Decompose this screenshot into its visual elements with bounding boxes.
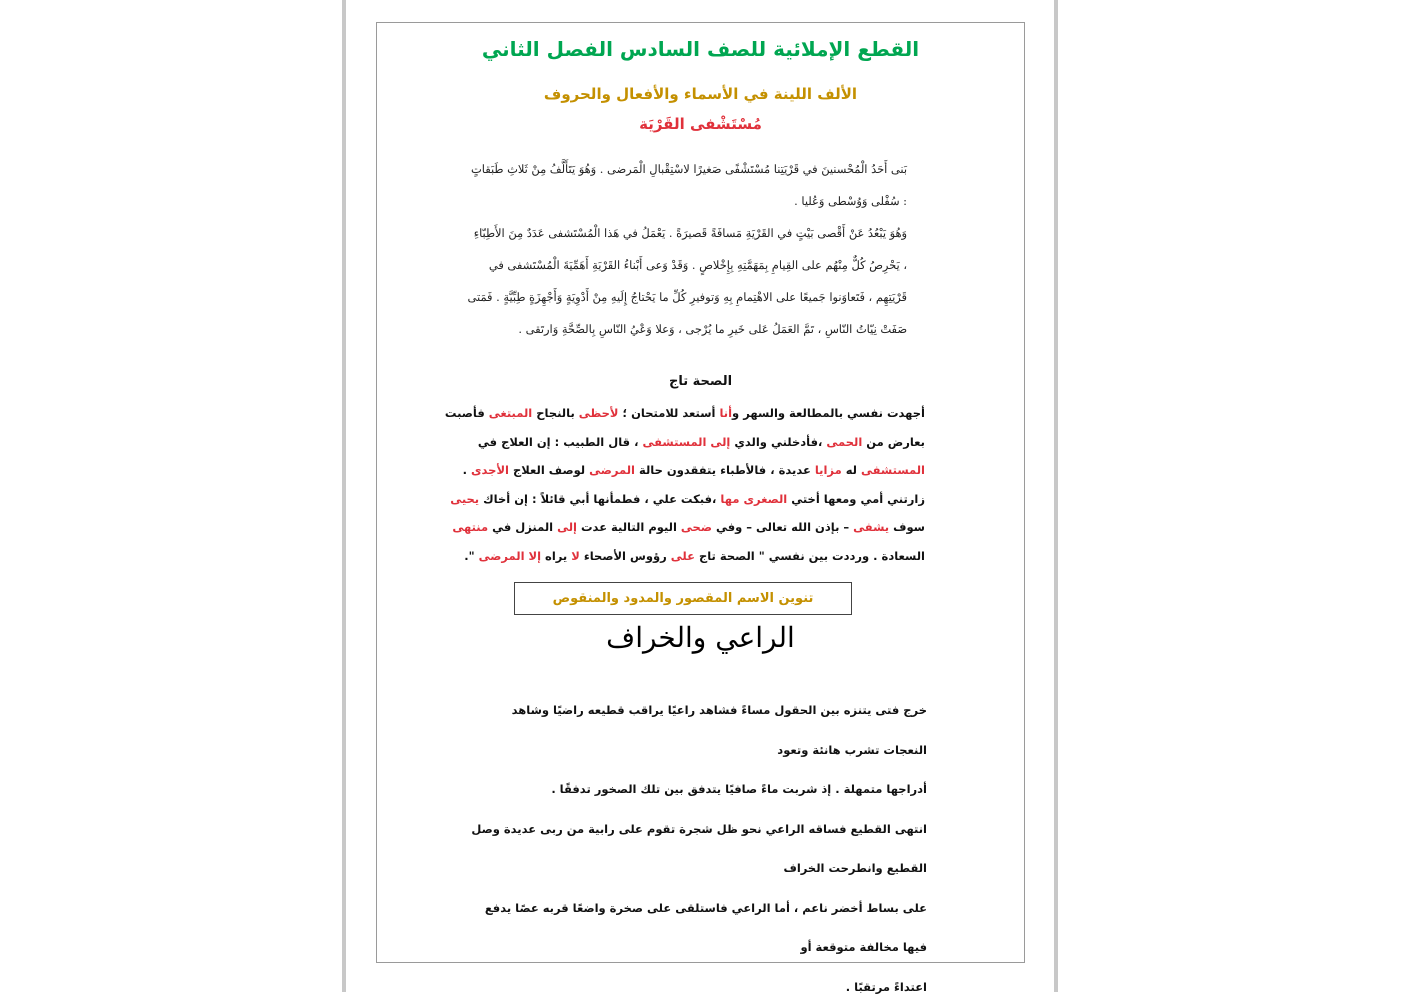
highlight-word: إلا المرضى xyxy=(479,549,541,563)
highlight-word: المرضى xyxy=(589,463,635,477)
section3-title: الراعي والخراف xyxy=(377,621,1024,654)
highlight-word: إلى xyxy=(557,520,577,534)
text-run: ،فأدخلني والدي xyxy=(730,435,826,449)
section2-title: الصحة تاج xyxy=(377,374,1024,389)
story-line: وَهُوَ يَبْعُدُ عَنْ أَقْصى بَيْتٍ في القَرْيَةِ مَسافَةً قَصيرَةً . يَعْمَلُ في هَذا الْمُسْتَشفى عَدَدٌ مِنَ الأَطِبّاءِ xyxy=(449,217,907,249)
text-run: بالنجاح xyxy=(532,406,579,420)
viewer-right-border xyxy=(1054,0,1058,992)
highlight-word: الصغرى مها xyxy=(720,492,787,506)
highlight-word: يحيى xyxy=(450,492,479,506)
text-run: رؤوس الأصحاء xyxy=(580,549,671,563)
highlight-word: المبتغى xyxy=(489,406,532,420)
section3-paragraph xyxy=(467,691,927,1007)
highlight-word: المستشفى xyxy=(861,463,925,477)
highlight-word: مزايا xyxy=(815,463,842,477)
story-line: قَرْيَتِهِم ، فَتَعاوَنوا جَميعًا على الاهْتِمامِ بِهِ وَتوفيرِ كُلِّ ما يَحْتاجُ إِلَيهِ مِنْ أَدْوِيَةٍ وَأَجْهِزَةٍ طِبِّيَّةٍ . فَمَتى xyxy=(449,281,907,313)
text-run: السعادة . ورددت بين نفسي " الصحة تاج xyxy=(695,549,925,563)
section3-line: خرج فتى يتنزه بين الحقول مساءً فشاهد راعيًا يراقب قطيعه راضيًا وشاهد النعجات تشرب هانئة وتعود xyxy=(467,691,927,770)
highlight-word: منتهى xyxy=(452,520,488,534)
story-line: صَفَتْ نِيّاتُ النّاسِ ، تَمَّ العَمَلُ عَلى خَيرِ ما يُرْجى ، وَعلا وَعْيُ النّاسِ بِالصِّحَّةِ وَارتَقى . xyxy=(449,313,907,345)
section2-paragraph xyxy=(441,399,925,570)
story-line: ، يَحْرِصُ كُلٌّ مِنْهُم على القِيامِ بِمَهَمَّتِهِ بِإِخْلاصٍ . وَقَدْ وَعى أَبْناءُ القَرْيَةِ أَهَمِّيَةَ الْمُسْتَشفى في xyxy=(449,249,907,281)
highlight-word: أنا xyxy=(719,406,732,420)
story-paragraph xyxy=(449,153,907,345)
story-title: مُسْتَشْفى القَرْيَة xyxy=(377,115,1024,133)
section3-line: أدراجها متمهلة . إذ شربت ماءً صافيًا يتدفق بين تلك الصخور تدفقًا . xyxy=(467,770,927,810)
text-run: أجهدت نفسي بالمطالعة والسهر و xyxy=(732,406,925,420)
story-line: : سُفْلى وَوُسْطى وَعُليا . xyxy=(449,185,907,217)
highlight-word: يشفى xyxy=(853,520,889,534)
text-run: – بإذن الله تعالى – وفي xyxy=(712,520,853,534)
main-title: القطع الإملائية للصف السادس الفصل الثاني xyxy=(377,37,1024,61)
section3-line: اعتداءً مرتقبًا . xyxy=(467,968,927,1007)
highlight-word: ضحى xyxy=(681,520,712,534)
highlight-word: الأجدى xyxy=(471,463,509,477)
text-run: سوف xyxy=(889,520,925,534)
highlight-word: إلى المستشفى xyxy=(642,435,730,449)
story-line: بَنى أَحَدُ الْمُحْسنينَ في قَرْيَتِنا مُسْتَشْفًى صَغيرًا لاسْتِقْبالِ الْمَرضى . وَهُوَ يَتَأَلَّفُ مِنْ ثَلاثِ طَبَقاتٍ xyxy=(449,153,907,185)
text-run: أستعد للامتحان ؛ xyxy=(618,406,719,420)
section3-line: على بساط أخضر ناعم ، أما الراعي فاستلقى على صخرة واضعًا قربه عصًا يدفع فيها مخالفة متوقعة أو xyxy=(467,889,927,968)
highlight-word: لأحظى xyxy=(579,406,619,420)
text-run: زارتني أمي ومعها أختي xyxy=(787,492,925,506)
text-run: اليوم التالية عدت xyxy=(577,520,681,534)
text-run: ، قال الطبيب : إن العلاج في xyxy=(478,435,643,449)
text-run: ". xyxy=(464,549,478,563)
viewer-left-border xyxy=(342,0,346,992)
text-run: ،فبكت علي ، فطمأنها أبي قائلاً : إن أخاك xyxy=(479,492,720,506)
text-run: يراه xyxy=(541,549,571,563)
highlight-word: الحمى xyxy=(826,435,862,449)
highlight-word: لا xyxy=(571,549,580,563)
text-run: فأصبت بعارض من xyxy=(445,406,925,449)
text-run: عديدة ، فالأطباء يتفقدون حالة xyxy=(635,463,815,477)
text-run: لوصف العلاج xyxy=(509,463,589,477)
highlight-word: على xyxy=(671,549,695,563)
section3-line: انتهى القطيع فساقه الراعي نحو ظل شجرة تقوم على رابية من ربى عديدة وصل القطيع وانطرحت الخراف xyxy=(467,810,927,889)
text-run: . xyxy=(463,463,471,477)
text-run: المنزل في xyxy=(488,520,557,534)
subtitle: الألف اللينة في الأسماء والأفعال والحروف xyxy=(377,85,1024,103)
boxed-heading: تنوين الاسم المقصور والمدود والمنقوص xyxy=(514,582,852,615)
document-page xyxy=(376,22,1025,963)
text-run: له xyxy=(842,463,861,477)
